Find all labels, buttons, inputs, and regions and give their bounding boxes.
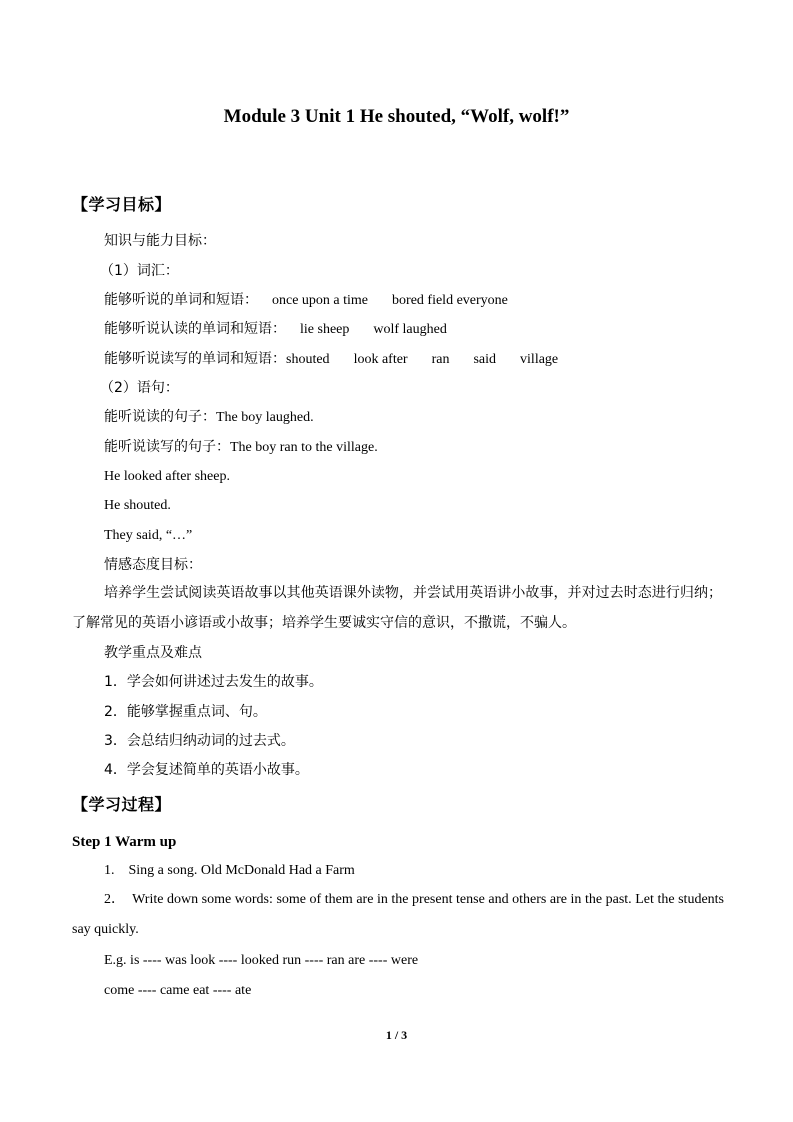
write-words-line (104, 350, 558, 369)
focus-label: 教学重点及难点 (104, 645, 202, 661)
document-title: Module 3 Unit 1 He shouted, “Wolf, wolf!” (223, 106, 570, 127)
recognize-word: lie sheep (300, 322, 350, 337)
write-word: look after (353, 352, 408, 367)
step1-item: 1. Sing a song. Old McDonald Had a Farm (104, 863, 355, 878)
write-sentence: The boy ran to the village. (230, 440, 378, 455)
write-sentence-label: 能听说读写的句子： (104, 439, 230, 455)
knowledge-label: 知识与能力目标： (104, 233, 216, 249)
write-label: 能够听说读写的单词和短语： (104, 351, 286, 367)
write-word: said (473, 352, 497, 367)
extra-sentence: He looked after sheep. (104, 469, 230, 484)
step1-title: Step 1 Warm up (72, 834, 177, 850)
write-word: village (520, 352, 559, 367)
focus-item: 1．学会如何讲述过去发生的故事。 (104, 674, 323, 690)
recognize-line (104, 320, 447, 339)
example-line: E.g. is ---- was look ---- looked run ---- ran are ---- were (104, 953, 419, 968)
recognize-label: 能够听说认读的单词和短语： (104, 321, 286, 337)
listen-speak-word: once upon a time (272, 293, 369, 308)
write-word: ran (431, 352, 450, 367)
extra-sentence: He shouted. (104, 498, 171, 513)
extra-sentence: They said, “…” (104, 528, 193, 543)
page-number: 1 / 3 (385, 1028, 408, 1042)
objectives-heading: 【学习目标】 (72, 195, 172, 214)
read-sentence-line (104, 408, 314, 427)
step1-item: 2． Write down some words: some of them are in the present tense and others are in the past. Let the students say quickly. (72, 892, 724, 937)
process-heading: 【学习过程】 (72, 795, 172, 814)
read-sentence-label: 能听说读的句子： (104, 409, 216, 425)
recognize-word: wolf laughed (373, 322, 447, 337)
listen-speak-word: bored field everyone (392, 293, 508, 308)
vocab-label: （1）词汇： (100, 263, 179, 279)
focus-item: 3．会总结归纳动词的过去式。 (104, 733, 295, 749)
listen-speak-line (104, 291, 508, 310)
read-sentence: The boy laughed. (216, 410, 314, 425)
emotion-label: 情感态度目标： (104, 557, 202, 573)
emotion-text: 培养学生尝试阅读英语故事以其他英语课外读物，并尝试用英语讲小故事，并对过去时态进行归纳；了解常见的英语小谚语或小故事；培养学生要诚实守信的意识，不撒谎，不骗人。 (72, 585, 722, 631)
focus-item: 4．学会复述简单的英语小故事。 (104, 762, 309, 778)
write-word: shouted (286, 352, 330, 367)
listen-speak-label: 能够听说的单词和短语： (104, 292, 258, 308)
focus-item: 2．能够掌握重点词、句。 (104, 704, 267, 720)
example-line: come ---- came eat ---- ate (104, 983, 252, 998)
sentence-label: （2）语句： (100, 380, 179, 396)
write-sentence-line (104, 438, 378, 457)
